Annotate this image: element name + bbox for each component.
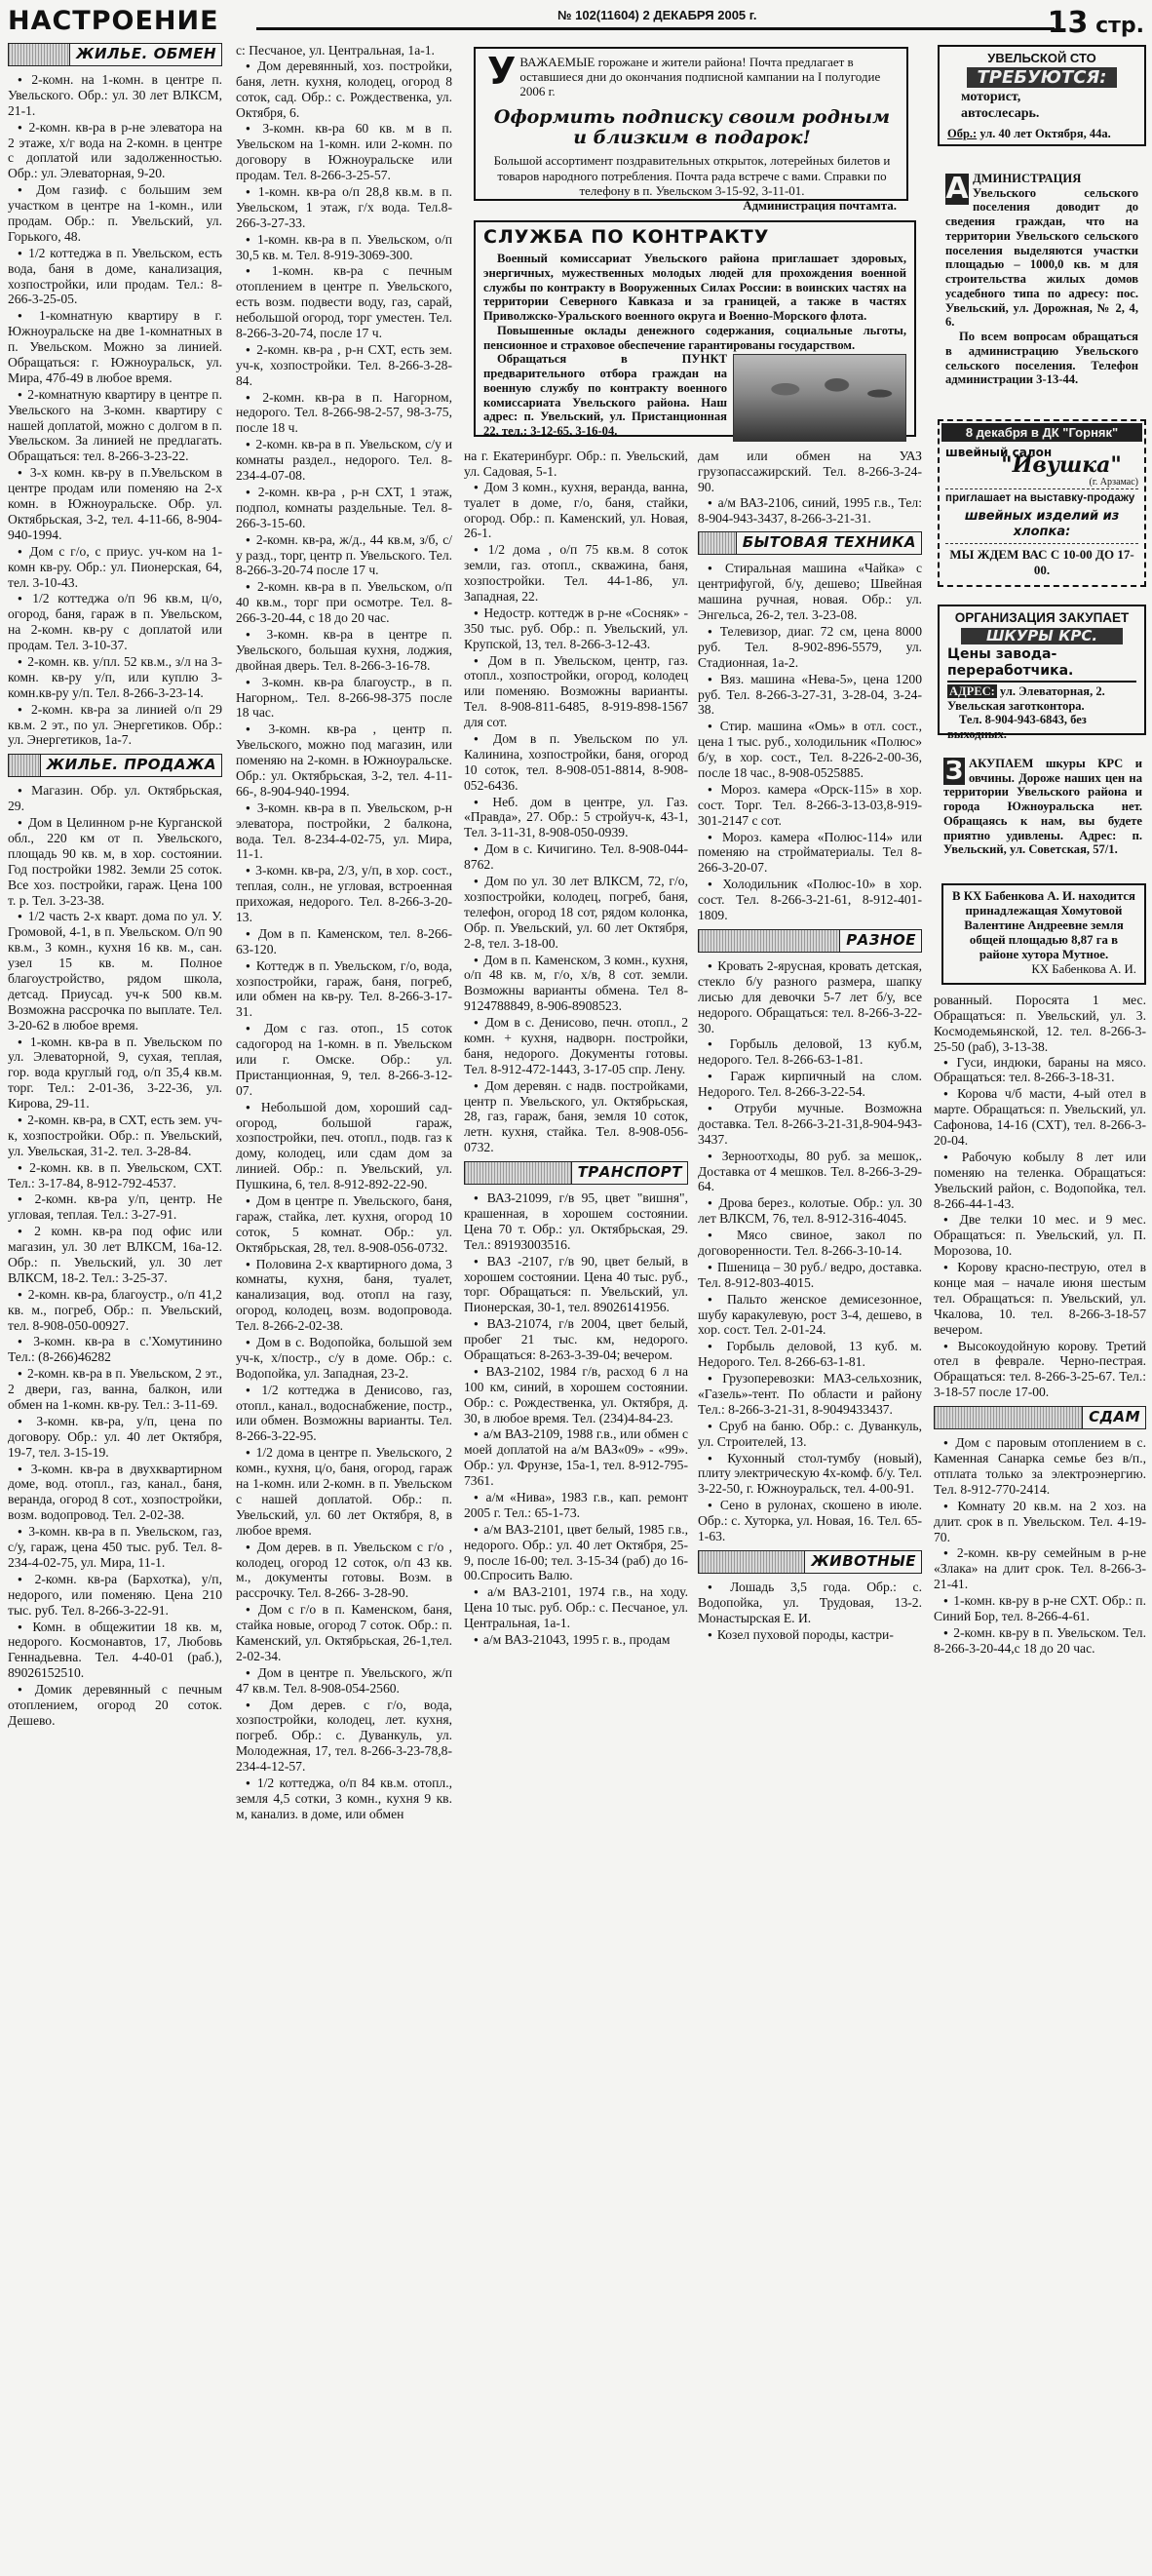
- classified-ad: ● Грузоперевозки: МАЗ-сельхозник, «Газель»-тент. По области и району Тел.: 8-266-3-21-31, 8-9049433437.: [698, 1371, 922, 1418]
- sto-required: ТРЕБУЮТСЯ:: [967, 67, 1117, 88]
- exchange-ad-list: [8, 72, 222, 748]
- classified-ad: ● Рабочую кобылу 8 лет или поменяю на теленка. Обращаться: Увельский район, с. Водопойка, тел. 8-266-44-1-43.: [934, 1150, 1146, 1212]
- classified-ad: ● Высокоудойную корову. Третий отел в феврале. Черно-пестрая. Обращаться: тел. 8-266-3-25-67. Тел.: 3-18-57 после 17-00.: [934, 1339, 1146, 1401]
- classified-ad: ● 3-комн. кв-ра благоустр., в п. Нагорном,. Тел. 8-266-98-375 после 18 час.: [236, 675, 452, 722]
- rubric-misc: РАЗНОЕ: [698, 929, 922, 953]
- transport-ad-list: [464, 1190, 688, 1648]
- classified-ad: ● 1-комнатную квартиру в г. Южноуральске на две 1-комнатных в п. Увельском. Можно за линией. Обращаться: г. Южноуральск, ул. Мира, 47б-49 в любое время.: [8, 308, 222, 385]
- classified-ad: ● 2-комн. кв-ра, в СХТ, есть зем. уч-к, хозпостройки. Обр.: п. Увельский, ул. Увельская, 31-2. тел. 3-28-84.: [8, 1112, 222, 1159]
- animal-ad-list: [698, 1580, 922, 1643]
- classified-ad: ● а/м ВАЗ-2101, 1974 г.в., на ходу. Цена 10 тыс. руб. Обр.: с. Песчаное, ул. Центральная, 1а-1.: [464, 1584, 688, 1631]
- classified-ad: ● Дом в с. Водопойка, большой зем уч-к, х/постр., с/у в доме. Обр.: с. Водопойка, ул. Западная, 23-2.: [236, 1335, 452, 1382]
- classified-ad: ● 2-комн. кв-ра , р-н СХТ, есть зем. уч-к, хозпостройки. Тел. 8-266-3-28-84.: [236, 342, 452, 389]
- classified-ad: ● 1-комн. кв-ра в п. Увельском, о/п 30,5 кв. м. Тел. 8-919-3069-300.: [236, 232, 452, 263]
- classified-ad: дам или обмен на УАЗ грузопассажирский. Тел. 8-266-3-24-90.: [698, 449, 922, 494]
- classified-ad: ● ВАЗ-21099, г/в 95, цвет "вишня", крашенная, в хорошем состоянии. Цена 70 т. Обр.: ул. Октябрьская, 29. Тел.: 89193003516.: [464, 1190, 688, 1253]
- subscription-intro: ВАЖАЕМЫЕ горожане и жители района! Почта предлагает в оставшиеся дни до окончания подписной кампании на I полугодие 2006 г.: [519, 55, 881, 99]
- classified-ad: ● а/м «Нива», 1983 г.в., кап. ремонт 2005 г. Тел.: 65-1-73.: [464, 1490, 688, 1521]
- classified-ad: ● Небольшой дом, хороший сад-огород, большой гараж, хозпостройки, печ. отопл., подв. газ к дому, колодец, или сдам дом за линией. Обр.: п. Увельский, ул. Пушкина, 6, тел. 8-912-892-22-90.: [236, 1100, 452, 1192]
- classified-ad: ● Коттедж в п. Увельском, г/о, вода, хозпостройки, гараж, баня, погреб, или обмен на кв-ру. Тел. 8-266-3-17-31.: [236, 958, 452, 1021]
- contract-service-notice: [474, 220, 916, 437]
- classified-ad: ● Половина 2-х квартирного дома, 3 комнаты, кухня, баня, туалет, канализация, вод. отопл на газу, огород, колодец, возм. водопровода. Тел. 8-266-2-02-38.: [236, 1257, 452, 1334]
- salon-label: швейный салон: [945, 446, 1053, 460]
- hides-price-note: Цены завода-переработчика.: [947, 646, 1136, 683]
- classified-ad: ● Вяз. машина «Нева-5», цена 1200 руб. Тел. 8-266-3-27-31, 3-28-04, 3-24-38.: [698, 672, 922, 719]
- classified-ad: ● 3-комн. кв-ра в п. Увельском, газ, с/у, гараж, цена 450 тыс. руб. Тел. 8-234-4-02-75, ул. Мира, 11-1.: [8, 1524, 222, 1571]
- contract-paragraph-3: Обращаться в ПУНКТ предварительного отбора граждан на военную службу по контракту военного комиссариата Увельского района. Наш адрес: п. Увельский, ул. Пристанционная 22, тел.: 3-12-65, 3-16-04.: [483, 352, 727, 439]
- classified-ad: ● Горбыль деловой, 13 куб.м, недорого. Тел. 8-266-63-1-81.: [698, 1036, 922, 1068]
- classified-ad: ● Дом 3 комн., кухня, веранда, ванна, туалет в доме, г/о, баня, стайки, огород. Обр.: п. Каменский, ул. Новая, 26-1.: [464, 480, 688, 542]
- classified-ad: ● 2-комнатную квартиру в центре п. Увельского на 3-комн. квартиру с нашей доплатой, можно с долгом в п. Увельском. За линией не предлагать. Обращаться: тел. 8-266-3-23-22.: [8, 387, 222, 464]
- hides-purchase-ad: [938, 605, 1146, 741]
- classified-ad: ● 2-комн. кв-ра за линией о/п 29 кв.м. 2 эт., по ул. Энергетиков. Обр.: ул. Энергетиков, 1а-7.: [8, 702, 222, 749]
- farm-land-notice: [941, 883, 1146, 985]
- classified-ad: ● Дом в центре п. Увельского, баня, гараж, стайка, лет. кухня, огород 10 соток, 5 комнат. Обр.: ул. Октябрьская, 28, тел. 8-908-056-0732.: [236, 1193, 452, 1256]
- contract-title: СЛУЖБА ПО КОНТРАКТУ: [483, 226, 770, 248]
- classified-ad: ● Магазин. Обр. ул. Октябрьская, 29.: [8, 783, 222, 814]
- classified-ad: ● Дом в п. Увельском, центр, газ. отопл., хозпостройки, огород, колодец или поменяю. Возможны варианты. Тел. 8-908-811-6485, 8-919-898-1567 для сот.: [464, 653, 688, 730]
- classified-ad: ● 2-комн. кв-ра в п. Увельском, о/п 40 кв.м., торг при осмотре. Тел. 8-266-3-20-44, с 18 до 20 час.: [236, 579, 452, 626]
- page-number: [1048, 6, 1144, 40]
- rubric-animals: ЖИВОТНЫЕ: [698, 1550, 922, 1574]
- classified-ad: ● 2-комн. кв-ра в п. Увельском, 2 эт., 2 двери, газ, ванна, балкон, или обмен на 1-комн. кв-ру. Тел.: 3-11-69.: [8, 1366, 222, 1413]
- classified-ad: ● Козел пуховой породы, кастри-: [698, 1627, 922, 1643]
- classified-ad: ● Стиральная машина «Чайка» с центрифугой, б/у, дешево; Швейная машина ручная, новая. Обр.: ул. Энгельса, 26-2, тел. 3-23-08.: [698, 561, 922, 623]
- misc-ad-list: [698, 958, 922, 1544]
- classified-ad: ● Дом в с. Кичигино. Тел. 8-908-044-8762.: [464, 841, 688, 873]
- sto-heading: УВЕЛЬСКОЙ СТО: [987, 51, 1096, 65]
- classified-ad: ● Мороз. камера «Полюс-114» или поменяю на стройматериалы. Тел 8-266-3-20-07.: [698, 830, 922, 877]
- hides-phone: Тел. 8-904-943-6843, без выходных.: [947, 713, 1087, 741]
- column-5: [934, 993, 1146, 2576]
- classified-ad: ● 1/2 коттеджа в Денисово, газ, отопл., канал., водоснабжение, постр., или обмен. Возможны варианты. Тел. 8-266-3-22-95.: [236, 1383, 452, 1445]
- classified-ad: ● ВАЗ-21074, г/в 2004, цвет белый, пробег 21 тыс. км, недорого. Обращаться: 8-263-3-39-04; вечером.: [464, 1316, 688, 1363]
- sale-ad-list-continued-2: [464, 449, 688, 1155]
- classified-ad: ● Дом дерев. в п. Увельском с г/о , колодец, огород 12 соток, о/п 43 кв. м., документы готовы. Возм. в рассрочку. Тел. 8-266- 3-28-90.: [236, 1540, 452, 1602]
- classified-ad: ● 2-комн. кв. в п. Увельском, СХТ. Тел.: 3-17-84, 8-912-792-4537.: [8, 1160, 222, 1191]
- contract-paragraph-2: Повышенные оклады денежного содержания, социальные льготы, пенсионное и страховое обеспечение гарантированы государством.: [483, 323, 906, 352]
- sto-vacancy-ad: [938, 45, 1146, 146]
- classified-ad: ● 3-комн. кв-ра , центр п. Увельского, можно под магазин, или поменяю на 2-комн. в Южноуральске. Обр.: ул. Октябрьская, 3-2, тел. 4-11-66-, 8-904-940-1994.: [236, 722, 452, 799]
- classified-ad: ● 2-комн. кв. у/пл. 52 кв.м., з/л на 3-комн. кв-ру у/п, или куплю 3-комн.кв-ру у/п. Тел. 8-266-3-23-14.: [8, 654, 222, 701]
- sto-address: Обр.: ул. 40 лет Октября, 44а.: [947, 126, 1111, 140]
- classified-ad: ● Горбыль деловой, 13 куб. м. Недорого. Тел. 8-266-63-1-81.: [698, 1339, 922, 1370]
- classified-ad: ● Неб. дом в центре, ул. Газ. «Правда», 27. Обр.: 5 стройуч-к, 43-1, Тел. 3-11-31, 8-908-050-0939.: [464, 795, 688, 841]
- page-number-value: 13: [1047, 6, 1089, 40]
- classified-ad: ● Дом с газ. отоп., 15 соток садогород на 1-комн. в п. Увельском или г. Омске. Обр.: ул. Пристанционная, 9, тел. 8-266-3-12-07.: [236, 1021, 452, 1098]
- column-3: [464, 449, 688, 2032]
- subscription-slogan: Оформить подписку своим родным и близким в подарок!: [493, 105, 891, 148]
- classified-ad: ● а/м ВАЗ-2101, цвет белый, 1985 г.в., недорого. Обр.: ул. 40 лет Октября, 25-9, после 16-00; тел. 3-15-34 (раб) до 16-00.Спросить Валю.: [464, 1522, 688, 1584]
- classified-ad: ● 1/2 коттеджа в п. Увельском, есть вода, баня в доме, канализация, хозпостройки, или продам. Тел.: 8-266-3-25-05.: [8, 246, 222, 308]
- column-4: [698, 449, 922, 2032]
- classified-ad: ● 2-комн. кв-ра, благоустр., о/п 41,2 кв. м., погреб, Обр.: п. Увельский, тел. 8-908-050-00927.: [8, 1287, 222, 1334]
- classified-ad: ● Гуси, индюки, бараны на мясо. Обращаться: тел. 8-266-3-18-31.: [934, 1055, 1146, 1086]
- rubric-transport: ТРАНСПОРТ: [464, 1161, 688, 1185]
- exhibition-invite: приглашает на выставку-продажу: [945, 488, 1138, 505]
- classified-ad: ● 1-комн. кв-ра с печным отоплением в центре п. Увельского, есть возм. подвести воду, газ, сарай, небольшой огород, торг уместен. Тел. 8-266-3-20-74, после 17 ч.: [236, 263, 452, 340]
- sale-ad-list-continued: [236, 43, 452, 1822]
- classified-ad: ● 1/2 дома в центре п. Увельского, 2 комн., кухня, ц/о, баня, огород, гараж на 1-комн. или 2-комн. в п. Увельском с нашей доплатой. Обр.: п. Увельский, ул. 60 лет Октября, 8, в любое время.: [236, 1445, 452, 1538]
- drop-cap: У: [487, 50, 517, 93]
- classified-ad: ● Дом с г/о в п. Каменском, баня, стайка новые, огород 7 соток. Обр.: п. Каменский, ул. Октябрьская, 26-1,тел. 2-02-34.: [236, 1602, 452, 1664]
- classified-ad: ● 3-комн. кв-ра в центре п. Увельского, большая кухня, лоджия, двойная дверь. Тел. 8-266-3-16-78.: [236, 627, 452, 674]
- subscription-signature: Администрация почтамта.: [743, 198, 897, 213]
- rubric-sale: ЖИЛЬЕ. ПРОДАЖА: [8, 754, 222, 777]
- classified-ad: ● Комн. в общежитии 18 кв. м, недорого. Космонавтов, 17, Любовь Геннадьевна. Тел. 4-40-01 (раб.), 89026152510.: [8, 1620, 222, 1682]
- classified-ad: ● Дом в п. Каменском, тел. 8-266-63-120.: [236, 926, 452, 957]
- classified-ad: ● Дом деревянный, хоз. постройки, баня, летн. кухня, колодец, огород 8 соток, сад. Обр.: с. Рождественка, ул. Октября, 6.: [236, 59, 452, 121]
- classified-ad: ● Кровать 2-ярусная, кровать детская, стекло б/у разного размера, шапку лисью для девочки 5-7 лет б/у, все недорого. Обращаться: тел. 8-266-3-22-30.: [698, 958, 922, 1035]
- classified-ad: ● Мясо свиное, закол по договоренности. Тел. 8-266-3-10-14.: [698, 1228, 922, 1259]
- soldiers-photo: [733, 354, 906, 442]
- classified-ad: ● Дом газиф. с большим зем участком в центре на 1-комн., или продам. Обр.: п. Увельский, ул. Горького, 48.: [8, 182, 222, 245]
- classified-ad: ● 2 комн. кв-ра под офис или магазин, ул. 30 лет ВЛКСМ, 16а-12. Обр.: п. Увельский, ул. 30 лет ВЛКСМ, 18-2. Тел.: 3-25-37.: [8, 1224, 222, 1286]
- hides-title: ШКУРЫ КРС.: [961, 628, 1123, 645]
- classified-ad: ● 3-х комн. кв-ру в п.Увельском в центре продам или поменяю на 2-х комн. в Южноуральске. Обр. ул. Октябрьская, 3-2, тел. 4-11-66, 8-904-940-1994.: [8, 465, 222, 542]
- salon-city: (г. Арзамас): [1089, 476, 1138, 488]
- classified-ad: ● 2-комн. кв-ра в п. Нагорном, недорого. Тел. 8-266-98-2-57, 98-3-75, после 18 ч.: [236, 390, 452, 437]
- classified-ad: ● Мороз. камера «Орск-115» в хор. сост. Торг. Тел. 8-266-3-13-03,8-919-301-2147 с сот.: [698, 782, 922, 829]
- classified-ad: ● Дом с г/о, с приус. уч-ком на 1-комн кв-ру. Обр.: ул. Пионерская, 64, тел. 3-10-43.: [8, 544, 222, 591]
- classified-ad: ● Две телки 10 мес. и 9 мес. Обращаться: п. Увельский, ул. П. Морозова, 10.: [934, 1212, 1146, 1259]
- classified-ad: ● Дом дерев. с г/о, вода, хозпостройки, колодец, лет. кухня, погреб. Обр.: с. Дуванкуль, ул. Молодежная, 17, тел. 8-266-3-23-78,8-234-4-12-57.: [236, 1698, 452, 1775]
- classified-ad: ● 1/2 дома , о/п 75 кв.м. 8 соток земли, газ. отопл., скважина, баня, хозпостройки. Тел. 44-1-86, ул. Западная, 22.: [464, 542, 688, 605]
- administration-contact: По всем вопросам обращаться в администрацию Увельского сельского поселения. Телефон администрации 3-13-44.: [945, 330, 1138, 387]
- classified-ad: ● Сено в рулонах, скошено в июле. Обр.: с. Хуторка, ул. Новая, 16. Тел. 65-1-63.: [698, 1498, 922, 1544]
- classified-ad: ● 3-комн. кв-ра 60 кв. м в п. Увельском на 1-комн. или 2-комн. по договору в Южноуральске или продам. Тел. 8-266-3-25-57.: [236, 121, 452, 183]
- classified-ad: ● 2-комн. кв-ра у/п, центр. Не угловая, теплая. Тел.: 3-27-91.: [8, 1191, 222, 1223]
- page-number-suffix: стр.: [1095, 14, 1144, 38]
- classified-ad: ● 2-комн. кв-ра , р-н СХТ, 1 этаж, подпол, комнаты раздельные. Тел. 8-266-3-15-60.: [236, 485, 452, 531]
- classified-ad: ● 1-комн. кв-ру в р-не СХТ. Обр.: п. Синий Бор, тел. 8-266-4-61.: [934, 1593, 1146, 1624]
- classified-ad: ● 1/2 коттеджа, о/п 84 кв.м. отопл., земля 4,5 сотки, 3 комн., кухня 9 кв. м, канализ. в доме, или обмен: [236, 1776, 452, 1822]
- farm-land-signature: КХ Бабенкова А. И.: [1031, 962, 1136, 977]
- classified-ad: ● 2-комн. кв-ра (Бархотка), у/п, недорого, или поменяю. Цена 210 тыс. руб. Тел. 8-266-3-22-91.: [8, 1572, 222, 1619]
- classified-ad: ● 1/2 коттеджа о/п 96 кв.м, ц/о, огород, баня, гараж в п. Увельском, на 2-комн. кв-ру с доплатой или продам. Тел. 3-10-37.: [8, 591, 222, 653]
- classified-ad: ● 2-комн. кв-ру в п. Увельском. Тел. 8-266-3-20-44,с 18 до 20 час.: [934, 1625, 1146, 1657]
- administration-notice: [938, 166, 1146, 398]
- sto-position-2: автослесарь.: [961, 106, 1040, 122]
- classified-ad: ● ВАЗ-2102, 1984 г/в, расход 6 л на 100 км, синий, в хорошем состоянии. Обр.: с. Рождественка, ул. Октября, д. 30, в любое время. Тел. (234)4-84-23.: [464, 1364, 688, 1426]
- classified-ad: рованный. Поросята 1 мес. Обращаться: п. Увельский, ул. 3. Космодемьянской, 12. тел. 8-266-3-25-50 (раб), 3-13-38.: [934, 993, 1146, 1054]
- classified-ad: ● Дом в с. Денисово, печн. отопл., 2 комн. + кухня, надворн. постройки, баня, недорого. Документы готовы. Тел. 8-912-472-1443, 3-17-05 спр. Лену.: [464, 1015, 688, 1077]
- hides-buying-notice: [938, 753, 1146, 864]
- classified-ad: ● Телевизор, диаг. 72 см, цена 8000 руб. Тел. 8-902-896-5579, ул. Стадионная, 1а-2.: [698, 624, 922, 671]
- classified-ad: ● Кухонный стол-тумбу (новый), плиту электрическую 4х-комф. б/у. Тел. 3-22-50, г. Южноуральск, тел. 4-00-91.: [698, 1451, 922, 1498]
- classified-ad: ● Сруб на баню. Обр.: с. Дуванкуль, ул. Строителей, 13.: [698, 1419, 922, 1450]
- administration-text: ДМИНИСТРАЦИЯ Увельского сельского поселения доводит до сведения граждан, что на территории Увельского сельского поселения выделяются участки площадью – 1000,0 кв. м для строительства жилых домов усадебного типа по адресу: пос. Увельский, ул. Дорожная, № 2, 4, 6.: [945, 172, 1138, 330]
- classified-ad: ● Отруби мучные. Возможна доставка. Тел. 8-266-3-21-31,8-904-943-3437.: [698, 1101, 922, 1148]
- column-2: [236, 43, 453, 1821]
- sale-ad-list: [8, 783, 222, 1728]
- classified-ad: ● а/м ВАЗ-2106, синий, 1995 г.в., Тел: 8-904-943-3437, 8-266-3-21-31.: [698, 495, 922, 527]
- subscription-notice: [474, 47, 908, 213]
- classified-ad: ● а/м ВАЗ-21043, 1995 г. в., продам: [464, 1632, 688, 1648]
- classified-ad: ● Корова ч/б масти, 4-ый отел в марте. Обращаться: п. Увельский, ул. Сафонова, 14-16 (СХТ), тел. 8-266-3-20-04.: [934, 1086, 1146, 1149]
- classified-ad: ● ВАЗ -2107, г/в 90, цвет белый, в хорошем состоянии. Цена 40 тыс. руб., торг. Обращаться: п. Увельский, ул. Пионерская, 30-1, тел. 89026141956.: [464, 1254, 688, 1316]
- classified-ad: ● 1/2 часть 2-х кварт. дома по ул. У. Громовой, 4-1, в п. Увельском. О/п 90 кв.м., 3 комн., кухня 16 кв. м., сан. узел 15 кв. м. Полное благоустройство, рядом школа, детсад. Приусад. уч-к 500 кв.м. Возможна рассрочка по выплате. Тел. 3-20-62 в любое время.: [8, 909, 222, 1033]
- classified-ad: ● Дом по ул. 30 лет ВЛКСМ, 72, г/о, хозпостройки, колодец, погреб, баня, телефон, огород 18 сот, рядом колонка, Обр. п. Увельский, ул. 60 лет Октября, 2-8, тел. 3-18-00.: [464, 874, 688, 951]
- exhibition-date: 8 декабря в ДК "Горняк": [941, 423, 1142, 442]
- hides-address: АДРЕС: ул. Элеваторная, 2. Увельская заготконтора.: [947, 684, 1105, 713]
- appliance-ad-list: [698, 561, 922, 922]
- classified-ad: ● Недостр. коттедж в р-не «Сосняк» - 350 тыс. руб. Обр.: п. Увельский, ул. Крупской, 13, тел. 8-266-3-12-43.: [464, 605, 688, 652]
- rubric-rent: СДАМ: [934, 1406, 1146, 1429]
- classified-ad: на г. Екатеринбург. Обр.: п. Увельский, ул. Садовая, 5-1.: [464, 449, 688, 479]
- classified-ad: с: Песчаное, ул. Центральная, 1а-1.: [236, 43, 435, 58]
- hides-buying-text: АКУПАЕМ шкуры КРС и овчины. Дороже наших цен на территории Увельского района и города Южноуральска нет. Обращаясь к нам, вы будете приятно удивлены. Адрес: п. Увельский, ул. Советская, 57/1.: [943, 757, 1142, 857]
- issue-number: № 102(11604) 2 ДЕКАБРЯ 2005 г.: [554, 8, 761, 22]
- classified-ad: ● Корову красно-пеструю, отел в конце мая – начале июня шестым тел. Обращаться: п. Увельский, ул. Чкалова, 10. тел. 8-266-3-18-57 вечером.: [934, 1260, 1146, 1337]
- classified-ad: ● 3-комн. кв-ра, 2/3, у/п, в хор. сост., теплая, солн., не угловая, встроенная прихожая, недорого. Тел. 8-266-3-20-13.: [236, 863, 452, 925]
- masthead-rule: [256, 27, 1055, 30]
- animal-ad-list-continued: [934, 993, 1146, 1400]
- hides-heading: ОРГАНИЗАЦИЯ ЗАКУПАЕТ: [954, 610, 1130, 625]
- classified-ad: ● Дом в п. Увельском по ул. Калинина, хозпостройки, баня, огород 10 соток, тел. 8-908-051-8814, 8-908-052-6436.: [464, 731, 688, 794]
- classified-ad: ● 1-комн. кв-ра о/п 28,8 кв.м. в п. Увельском, 1 этаж, г/х вода. Тел.8-266-3-27-33.: [236, 184, 452, 231]
- classified-ad: ● 2-комн. на 1-комн. в центре п. Увельского. Обр.: ул. 30 лет ВЛКСМ, 21-1.: [8, 72, 222, 119]
- classified-ad: ● Холодильник «Полюс-10» в хор. сост. Тел. 8-266-3-21-61, 8-912-401-1809.: [698, 877, 922, 923]
- subscription-body: Большой ассортимент поздравительных открыток, лотерейных билетов и товаров народного потребления. Почта рада встрече с вами. Справки по телефону в п. Увельском 3-15-92, 3-11-01.: [493, 153, 891, 198]
- classified-ad: ● Стир. машина «Омь» в отл. сост., цена 1 тыс. руб., холодильник «Полюс» б/у, в хор. сост., Тел. 8-226-2-00-36, после 18 час., 8-908-0525885.: [698, 719, 922, 781]
- classified-ad: ● 2-комн. кв-ру семейным в р-не «Злака» на длит срок. Тел. 8-266-3-21-41.: [934, 1545, 1146, 1592]
- classified-ad: ● 2-комн. кв-ра в р-не элеватора на 2 этаже, х/г вода на 2-комн. в центре с доплатой или задолженностью. Обр.: ул. Элеваторная, 9-20.: [8, 120, 222, 182]
- classified-ad: ● Зерноотходы, 80 руб. за мешок,. Доставка от 4 мешков. Тел. 8-266-3-29-64.: [698, 1149, 922, 1195]
- contract-paragraph-1: Военный комиссариат Увельского района приглашает здоровых, энергичных, мужественных молодых людей для прохождения военной службы по контракту в Вооруженных Силах России: в воинских частях на территории Северного Кавказа и за границей, а также в частях Приволжско-Уральского военного округа и Военно-Морского флота.: [483, 252, 906, 324]
- classified-ad: ● а/м ВАЗ-2109, 1988 г.в., или обмен с моей доплатой на а/м ВАЗ«09» - «99». Обр.: ул. Фрунзе, 15а-1, тел. 8-912-795-7361.: [464, 1426, 688, 1489]
- exhibition-ad: [938, 419, 1146, 587]
- classified-ad: ● 1-комн. кв-ра в п. Увельском по ул. Элеваторной, 9, сухая, теплая, гор. вода круглый год, о/п 35,4 кв.м. торг. Тел.: 2-01-36, 3-22-36, ул. Кирова, 29-11.: [8, 1034, 222, 1112]
- salon-brand: "Ивушка": [1001, 452, 1122, 479]
- sto-position-1: моторист,: [961, 90, 1021, 105]
- classified-ad: ● 3-комн. кв-ра в с.'Хомутинино Тел.: (8-266)46282: [8, 1334, 222, 1365]
- classified-ad: ● Пшеница – 30 руб./ ведро, доставка. Тел. 8-912-803-4015.: [698, 1260, 922, 1291]
- masthead: [8, 6, 1144, 41]
- classified-ad: ● Лошадь 3,5 года. Обр.: с. Водопойка, ул. Трудовая, 13-2. Монастырская Е. И.: [698, 1580, 922, 1626]
- classified-ad: ● Домик деревянный с печным отоплением, огород 20 соток. Дешево.: [8, 1682, 222, 1729]
- classified-ad: ● 3-комн. кв-ра, у/п, цена по договору. Обр.: ул. 40 лет Октября, 19-7, тел. 3-15-19.: [8, 1414, 222, 1461]
- classified-ad: ● 2-комн. кв-ра, ж/д., 44 кв.м, з/б, с/у разд., торг, центр п. Увельского. Тел. 8-266-3-20-74 после 17 ч.: [236, 532, 452, 579]
- drop-cap: А: [945, 172, 969, 206]
- transport-ad-list-continued: [698, 449, 922, 526]
- classified-ad: ● Дом в центре п. Увельского, ж/п 47 кв.м. Тел. 8-908-054-2560.: [236, 1665, 452, 1697]
- classified-ad: ● Дом в п. Каменском, 3 комн., кухня, о/п 48 кв. м, г/о, х/в, 8 сот. земли. Возможны варианты обмена. Тел 8-9124788849, 8-906-8908523.: [464, 953, 688, 1015]
- classified-ad: ● Комнату 20 кв.м. на 2 хоз. на длит. срок в п. Увельском. Тел. 4-19-70.: [934, 1499, 1146, 1545]
- column-1: [8, 43, 223, 1728]
- classified-ad: ● Дом деревян. с надв. постройками, центр п. Увельского, ул. Октябрьская, 28, газ, гараж, баня, земля 10 соток, летн. кухня, стайка. Тел. 8-908-056-0732.: [464, 1078, 688, 1155]
- newspaper-section-title: НАСТРОЕНИЕ: [8, 6, 219, 36]
- classified-ad: ● 3-комн. кв-ра в двухквартирном доме, вод. отопл., газ, канал., баня, веранда, огород 8 сот., хозпостройки, возм. водопровод. Тел. 2-02-38.: [8, 1462, 222, 1524]
- drop-cap: З: [944, 757, 964, 786]
- exhibition-goods: швейных изделий из хлопка:: [964, 509, 1120, 539]
- classified-ad: ● Дом в Целинном р-не Курганской обл., 220 км от п. Увельского, площадь 90 кв. м, в хор. состоянии. Год постройки 1982. Земли 25 соток. Все хоз. постройки, гараж. Цена 100 т. р. Тел. 3-23-38.: [8, 815, 222, 908]
- rent-ad-list: [934, 1435, 1146, 1656]
- classified-ad: ● Дом с паровым отоплением в с. Каменная Санарка семье без в/п., отплата только за электроэнергию. Тел. 8-912-770-2414.: [934, 1435, 1146, 1498]
- classified-ad: ● Дрова берез., колотые. Обр.: ул. 30 лет ВЛКСМ, 76, тел. 8-912-316-4045.: [698, 1195, 922, 1227]
- classified-ad: ● 2-комн. кв-ра в п. Увельском, с/у и комнаты раздел., недорого. Тел. 8-234-4-07-08.: [236, 437, 452, 484]
- rubric-appliances: БЫТОВАЯ ТЕХНИКА: [698, 531, 922, 555]
- farm-land-text: В КХ Бабенкова А. И. находится принадлежащая Хомутовой Валентине Андреевне земля общей площадью 8,87 га в районе хутора Мутное.: [952, 889, 1135, 962]
- classified-ad: ● Пальто женское демисезонное, шубу каракулевую, рост 3-4, дешево, в хор. сост. Тел. 2-01-24.: [698, 1292, 922, 1339]
- rubric-exchange: ЖИЛЬЕ. ОБМЕН: [8, 43, 222, 66]
- classified-ad: ● Гараж кирпичный на слом. Недорого. Тел. 8-266-3-22-54.: [698, 1069, 922, 1100]
- exhibition-hours: МЫ ЖДЕМ ВАС С 10-00 ДО 17-00.: [945, 543, 1138, 576]
- classified-ad: ● 3-комн. кв-ра в п. Увельском, р-н элеватора, постройки, 2 балкона, вода. Тел. 8-234-4-02-75, ул. Мира, 11-1.: [236, 800, 452, 863]
